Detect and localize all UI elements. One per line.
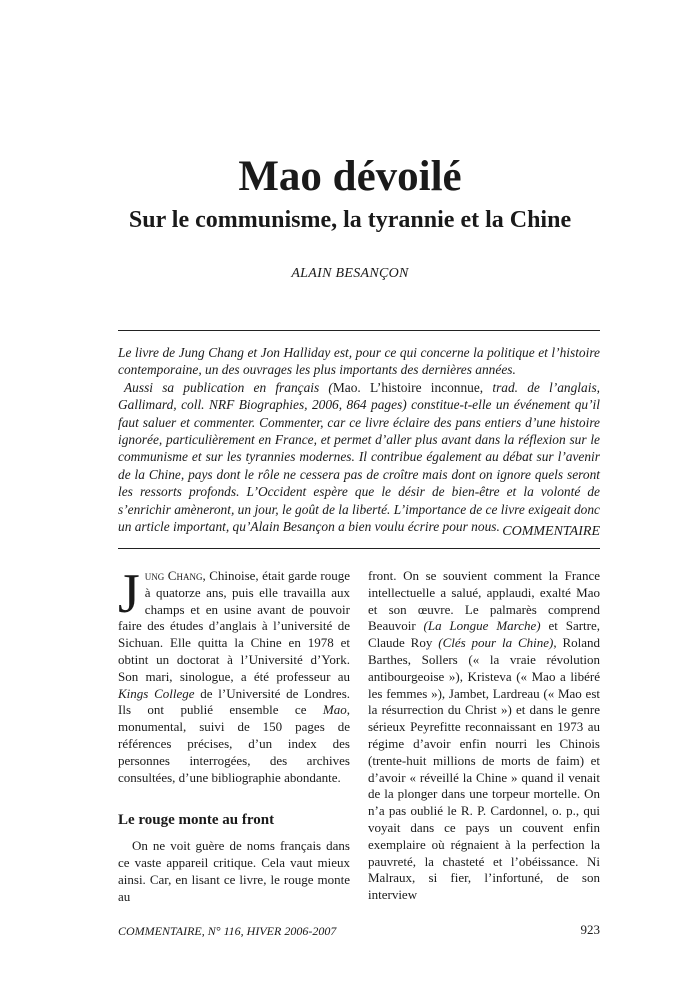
section-label: COMMENTAIRE (502, 524, 600, 539)
section-subhead: Le rouge monte au front (118, 812, 275, 829)
r3: , Roland Barthes, Sollers (« la vraie révolution antibourgeoise »), Kristeva (« Mao a libéré les femmes »), Jambet, Lardreau (« Mao est la résurrection du Christ ») et dans le genre sérieux Peyrefitte reconnaissant en 1973 au régime d’avoir enfin nourri les Chinois (trente-huit millions de morts de faim) et d’avoir « réveillé la Chine » quand il venait de la plonger dans une torpeur mortelle. On n’a pas oublié le R. P. Cardonnel, o. p., qui voyait dans ce pays un couvent enfin exemplaire où régnaient à la perfection la pauvreté, la chasteté et l’obéissance. Ni Malraux, si fier, l’infortuné, de son interview (368, 635, 600, 903)
lead-small-caps: ung Chang (144, 568, 203, 583)
intro-box (118, 344, 600, 535)
r2: et Sartre, Claude Roy (368, 618, 601, 651)
p1-c: , monumental, suivi de 150 pages de références précises, d’un index des personnes interrogées, des archives consultées, d’une bibliographie abondante. (118, 702, 350, 785)
r-it2: (Clés pour la Chine) (438, 635, 554, 651)
article-subtitle: Sur le communisme, la tyrannie et la Chine (128, 207, 572, 233)
author-name: ALAIN BESANÇON (291, 266, 409, 281)
intro-bottom-rule (118, 548, 600, 549)
r-it1: (La Longue Marche) (423, 618, 541, 634)
intro-top-rule (118, 330, 600, 331)
intro-p2-a: Aussi sa publication en français ( (124, 379, 333, 395)
body-paragraph-3 (368, 568, 600, 904)
intro-paragraph-1: Le livre de Jung Chang et Jon Halliday est, pour ce qui concerne la politique et l’histoire contemporaine, un des ouvrages les plus importants des dernières années. (118, 345, 600, 378)
column-right (368, 568, 600, 904)
body-paragraph-2: On ne voit guère de noms français dans ce vaste appareil critique. Cela vaut mieux ainsi. Car, en lisant ce livre, le rouge monte au (118, 838, 350, 904)
r1: front. On se souvient comment la France intellectuelle a salué, applaudi, exalté Mao et son œuvre. Le palmarès comprend Beauvoir (368, 568, 600, 634)
intro-p2-b: trad. de l’anglais, Gallimard, coll. NRF Biographies, 2006, 864 pages) constitue-t-elle un événement qu’il faut saluer et commenter. Commenter, car ce livre éclaire des pans entiers d’une histoire ignorée, particulièrement en France, et permet d’aller plus avant dans la réflexion sur le communisme et sur les tyrannies modernes. Il contribue également au débat sur l’avenir de la Chine, pays dont le rôle ne cessera pas de croître mais dont on ignore quels seront les ressorts profonds. L’Occident espère que le désir de bien-être et la volonté de s’enrichir amèneront, un jour, le goût de la liberté. L’importance de ce livre exigeait donc un article important, qu’Alain Besançon a bien voulu écrire pour nous. (118, 379, 600, 535)
body-paragraph-1 (118, 563, 351, 786)
page-number: 923 (580, 922, 600, 937)
p1-it2: Mao (322, 702, 347, 718)
p1-a: , Chinoise, était garde rouge à quatorze ans, puis elle travailla aux champs et en usine avant de pouvoir faire des études d’anglais à l’université de Sichuan. Elle quitta la Chine en 1978 et obtint un doctorat à l’Université d’York. Son mari, sinologue, a été professeur au (118, 568, 350, 684)
drop-cap: J (118, 563, 140, 625)
intro-paragraph-2 (118, 379, 600, 536)
p1-b: de l’Université de Londres. Ils ont publié ensemble ce (118, 685, 351, 718)
footer-journal: COMMENTAIRE, N° 116, HIVER 2006-2007 (118, 924, 337, 938)
article-title: Mao dévoilé (238, 153, 462, 200)
intro-book-title: Mao. L’histoire inconnue, (332, 379, 484, 395)
p1-it1: Kings College (118, 685, 195, 701)
column-left (118, 563, 351, 906)
